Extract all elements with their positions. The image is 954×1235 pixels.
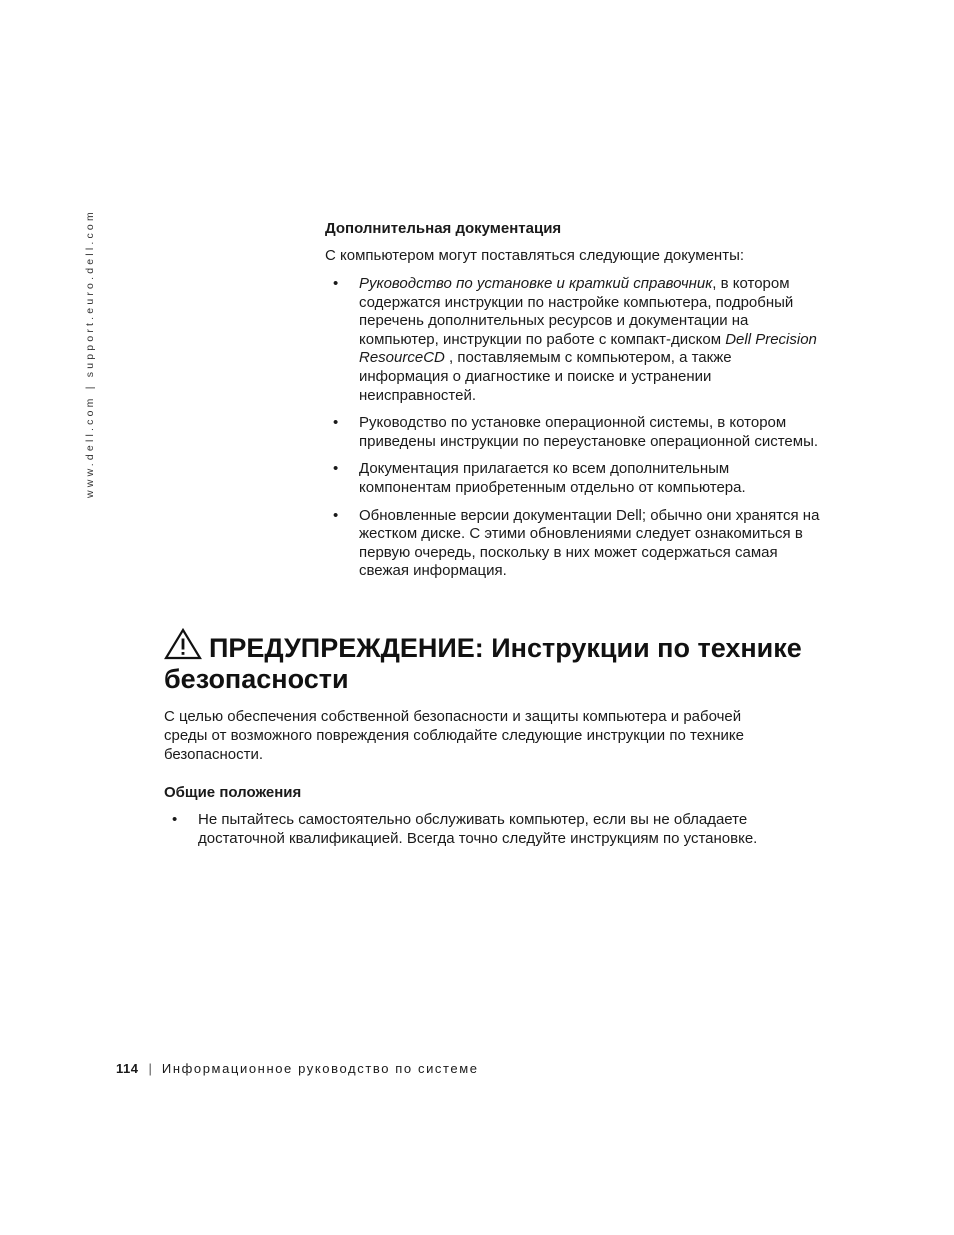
list-item-text: Не пытайтесь самостоятельно обслуживать компьютер, если вы не обладаете достаточной квалификацией. Всегда точно следуйте инструкциям по установке. xyxy=(198,811,758,847)
bullet-mark: • xyxy=(333,414,339,432)
bullet-mark: • xyxy=(333,460,339,478)
setup-guide-title: Руководство по установке и краткий справочник xyxy=(359,275,713,292)
list-item xyxy=(325,507,825,581)
general-provisions-list xyxy=(164,811,804,848)
side-url: www.dell.com | support.euro.dell.com xyxy=(84,209,96,498)
list-item-text: Документация прилагается ко всем дополнительным компонентам приобретенным отдельно от компьютера. xyxy=(359,460,746,496)
safety-warning-section xyxy=(164,628,804,848)
warning-triangle-icon xyxy=(164,628,202,660)
warning-title-text: ПРЕДУПРЕЖДЕНИЕ: Инструкции по технике безопасности xyxy=(164,633,802,694)
additional-docs-heading: Дополнительная документация xyxy=(325,220,562,237)
bullet-mark: • xyxy=(333,275,339,292)
general-provisions-heading: Общие положения xyxy=(164,784,302,801)
list-item-text: , в котором содержатся инструкции по настройке компьютера, подробный перечень дополнительных ресурсов и документации на компьютер, инструкции по работе с компакт-диском xyxy=(359,275,794,348)
page-footer xyxy=(116,1061,479,1076)
list-item xyxy=(325,460,825,497)
page-number: 114 xyxy=(116,1061,139,1076)
warning-body: С целью обеспечения собственной безопасности и защиты компьютера и рабочей среды от возможного повреждения соблюдайте следующие инструкции по технике безопасности. xyxy=(164,708,744,763)
list-item-text: , поставляемым с компьютером, а также информация о диагностике и поиске и устранении неисправностей. xyxy=(359,349,732,404)
bullet-mark: • xyxy=(172,811,178,828)
footer-separator: | xyxy=(148,1061,152,1076)
additional-docs-intro: С компьютером могут поставляться следующие документы: xyxy=(325,247,745,264)
list-item-text: Обновленные версии документации Dell; обычно они хранятся на жестком диске. С этими обновлениями следует ознакомиться в первую очередь, поскольку в них может содержаться самая свежая информация. xyxy=(359,506,820,580)
resource-cd-title: Dell Precision ResourceCD xyxy=(359,330,817,367)
warning-title xyxy=(164,628,804,695)
footer-doc-title: Информационное руководство по системе xyxy=(161,1061,479,1076)
list-item xyxy=(325,275,825,405)
list-item xyxy=(164,811,804,848)
additional-docs-list xyxy=(325,275,825,581)
additional-docs-section xyxy=(325,218,825,581)
list-item xyxy=(325,414,825,451)
bullet-mark: • xyxy=(333,506,339,524)
list-item-text: Руководство по установке операционной системы, в котором приведены инструкции по переустановке операционной системы. xyxy=(359,414,819,450)
